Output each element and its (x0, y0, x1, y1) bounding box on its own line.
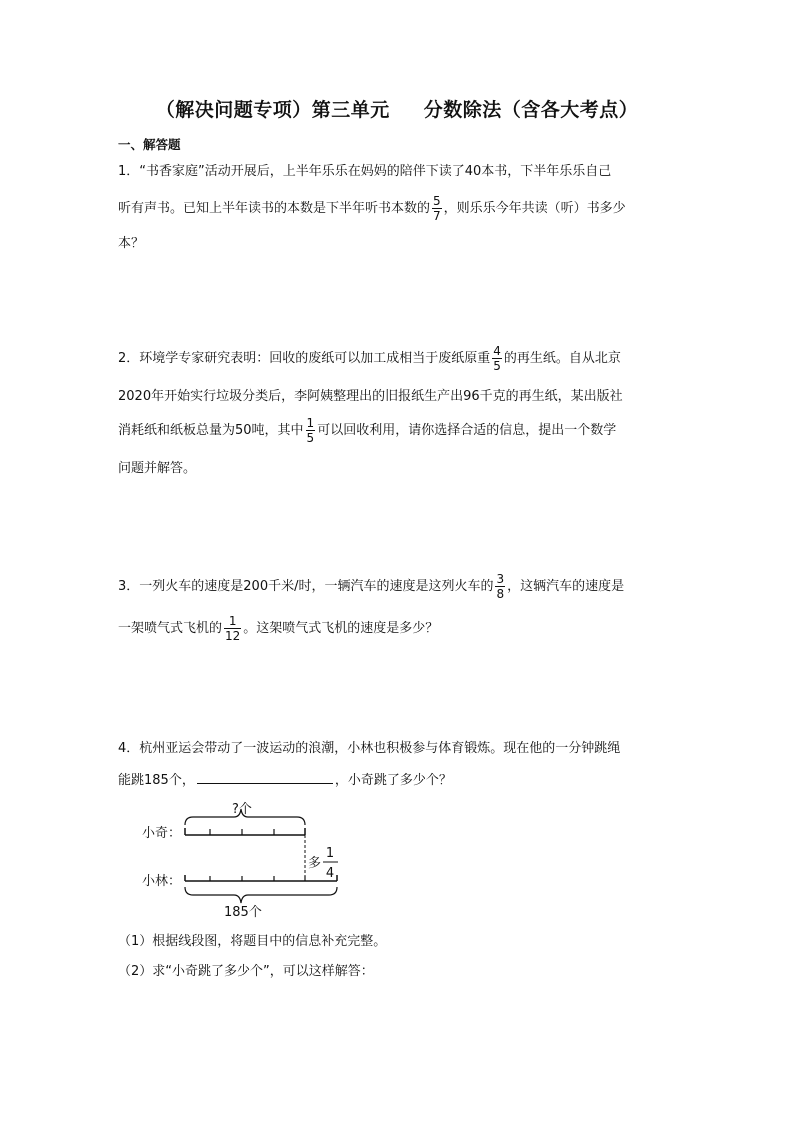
line-segment-diagram (140, 795, 360, 920)
q1-line3: 本？ (118, 236, 145, 251)
q3-fraction2 (224, 614, 241, 643)
section-heading: 一、解答题 (118, 137, 181, 152)
q3-line2 (118, 614, 438, 643)
diagram-fraction-denominator: 4 (325, 866, 335, 881)
q2-fraction2 (306, 416, 316, 445)
q1-line2 (118, 194, 626, 223)
q4-sub2: （2）求“小奇跳了多少个”，可以这样解答： (118, 964, 374, 979)
q3-line1-a: 3．一列火车的速度是200千米/时，一辆汽车的速度是这列火车的 (118, 579, 494, 594)
label-xiaoqi: 小奇： (142, 826, 182, 841)
q1-line2-b: ，则乐乐今年共读（听）书多少 (443, 201, 626, 216)
diagram-top-label: ?个 (232, 802, 252, 817)
label-xiaolin: 小林： (142, 874, 182, 889)
q3-fraction1 (495, 572, 505, 601)
q2-line3-b: 可以回收利用，请你选择合适的信息，提出一个数学 (317, 423, 617, 438)
q1-fraction (432, 194, 442, 223)
q2-line4: 问题并解答。 (118, 461, 197, 476)
q4-line1: 4．杭州亚运会带动了一波运动的浪潮，小林也积极参与体育锻炼。现在他的一分钟跳绳 (118, 741, 621, 756)
q2-line1-a: 2．环境学专家研究表明：回收的废纸可以加工成相当于废纸原重 (118, 351, 491, 366)
q3-line2-a: 一架喷气式飞机的 (118, 621, 223, 636)
q3-fraction2-denominator: 12 (225, 629, 241, 643)
q1-fraction-denominator: 7 (433, 209, 441, 223)
q2-fraction1 (492, 344, 502, 373)
page-title (0, 95, 794, 122)
q1-fraction-numerator: 5 (433, 194, 441, 208)
q4-line2-b: ，小奇跳了多少个？ (334, 773, 452, 788)
q3-fraction1-denominator: 8 (496, 587, 505, 601)
q2-line1 (118, 344, 621, 373)
q2-fraction2-numerator: 1 (306, 416, 315, 430)
q2-line3 (118, 416, 616, 445)
q3-fraction1-numerator: 3 (496, 572, 505, 586)
q4-sub1: （1）根据线段图，将题目中的信息补充完整。 (118, 934, 387, 949)
q3-fraction2-numerator: 1 (224, 614, 241, 629)
q4-line2 (118, 769, 452, 791)
diagram-bottom-label: 185个 (224, 905, 262, 920)
q1-line2-a: 听有声书。已知上半年读书的本数是下半年听书本数的 (118, 201, 431, 216)
bottom-brace (185, 887, 337, 903)
diagram-fraction-numerator: 1 (325, 846, 335, 861)
label-more: 多 (308, 856, 322, 871)
q1-line1: 1．“书香家庭”活动开展后，上半年乐乐在妈妈的陪伴下读了40本书，下半年乐乐自己 (118, 164, 612, 179)
q2-fraction1-denominator: 5 (493, 359, 501, 373)
q3-line2-b: 。这架喷气式飞机的速度是多少？ (243, 621, 439, 636)
q3-line1-b: ，这辆汽车的速度是 (507, 579, 625, 594)
q2-line1-b: 的再生纸。自从北京 (503, 351, 621, 366)
q3-line1 (118, 572, 624, 601)
q4-line2-a: 能跳185个， (118, 773, 195, 788)
q2-fraction1-numerator: 4 (493, 344, 501, 358)
title-part2: 分数除法（含各大考点） (423, 99, 639, 121)
q2-line3-a: 消耗纸和纸板总量为50吨，其中 (118, 423, 304, 438)
q4-answer-blank[interactable] (197, 769, 333, 784)
title-part1: （解决问题专项）第三单元 (155, 99, 390, 121)
q2-line2: 2020年开始实行垃圾分类后，李阿姨整理出的旧报纸生产出96千克的再生纸，某出版社 (118, 389, 623, 404)
q2-fraction2-denominator: 5 (306, 431, 315, 445)
